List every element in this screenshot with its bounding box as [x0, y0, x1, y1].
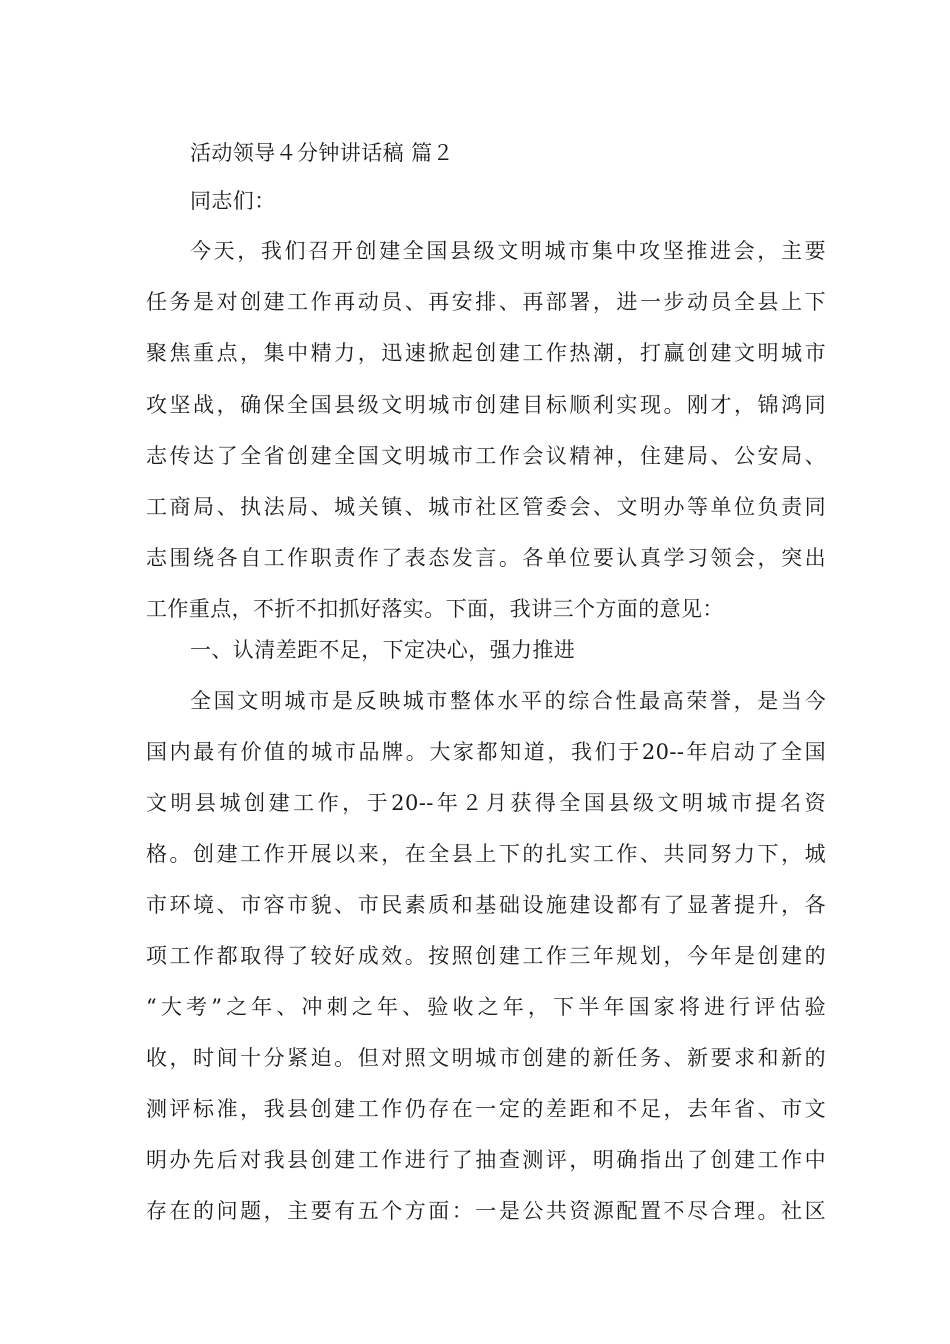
section-heading: 一、认清差距不足，下定决心，强力推进 [190, 638, 576, 662]
paragraph-line: 文明县城创建工作，于20--年２月获得全国县级文明城市提名资 [146, 791, 826, 815]
paragraph-line: 工商局、执法局、城关镇、城市社区管委会、文明办等单位负责同 [146, 495, 826, 519]
paragraph-line: 项工作都取得了较好成效。按照创建工作三年规划，今年是创建的 [146, 944, 826, 968]
paragraph-line: 国内最有价值的城市品牌。大家都知道，我们于20--年启动了全国 [146, 740, 826, 764]
paragraph-line: 志传达了全省创建全国文明城市工作会议精神，住建局、公安局、 [146, 444, 826, 468]
paragraph-line: 测评标准，我县创建工作仍存在一定的差距和不足，去年省、市文 [146, 1097, 826, 1121]
paragraph-line: 存在的问题，主要有五个方面：一是公共资源配置不尽合理。社区 [146, 1199, 826, 1223]
paragraph-line: 志围绕各自工作职责作了表态发言。各单位要认真学习领会，突出 [146, 546, 826, 570]
document-title: 活动领导４分钟讲话稿 篇２ [190, 141, 454, 165]
paragraph-line: 全国文明城市是反映城市整体水平的综合性最高荣誉，是当今 [190, 689, 826, 713]
paragraph-line: 明办先后对我县创建工作进行了抽查测评，明确指出了创建工作中 [146, 1148, 826, 1172]
paragraph-line: 市环境、市容市貌、市民素质和基础设施建设都有了显著提升，各 [146, 893, 826, 917]
paragraph-line: 收，时间十分紧迫。但对照文明城市创建的新任务、新要求和新的 [146, 1046, 826, 1070]
paragraph-line: “大考”之年、冲刺之年、验收之年，下半年国家将进行评估验 [146, 995, 826, 1019]
paragraph-line: 今天，我们召开创建全国县级文明城市集中攻坚推进会，主要 [190, 239, 826, 263]
paragraph-line: 格。创建工作开展以来，在全县上下的扎实工作、共同努力下，城 [146, 842, 826, 866]
paragraph-line: 聚焦重点，集中精力，迅速掀起创建工作热潮，打赢创建文明城市 [146, 341, 826, 365]
salutation: 同志们： [190, 189, 276, 213]
paragraph-line: 工作重点，不折不扣抓好落实。下面，我讲三个方面的意见： [146, 597, 724, 621]
paragraph-line: 任务是对创建工作再动员、再安排、再部署，进一步动员全县上下 [146, 290, 826, 314]
paragraph-line: 攻坚战，确保全国县级文明城市创建目标顺利实现。刚才，锦鸿同 [146, 393, 826, 417]
